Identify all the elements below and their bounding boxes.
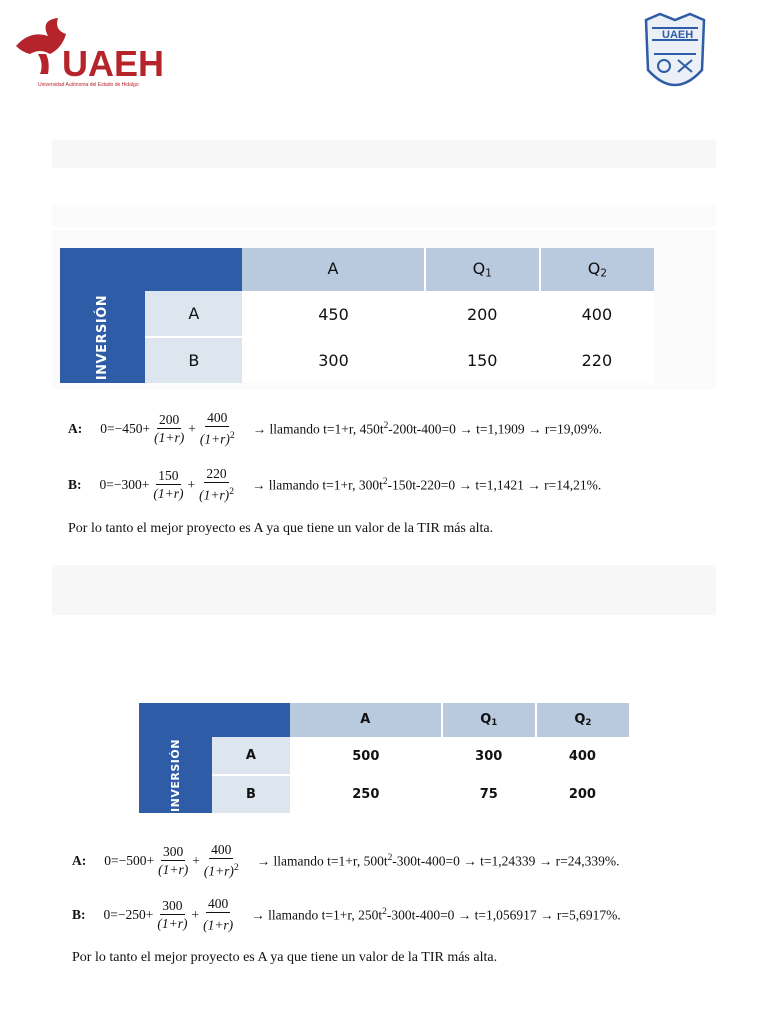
- equation-a-1: A: 0=−450+ $\frac{200}{(1+r)}$ + $\frac{400}{(1+r)^2}$ → llamando t=1+r, $450t^2-200t-400=0 \to t=1,1909 \to r=19,09\%$.: [68, 410, 602, 447]
- table-cell: 250: [290, 775, 442, 813]
- column-header: $Q_2$: [536, 703, 629, 737]
- faint-band: [52, 565, 716, 615]
- side-label: INVERSIÓN: [60, 291, 145, 383]
- row-label: B: [212, 775, 290, 813]
- table-header-blank: [139, 703, 290, 737]
- side-label: INVERSIÓN: [139, 737, 212, 813]
- logo-left-text: UAEH: [62, 43, 165, 84]
- investment-table-1: [60, 248, 654, 383]
- table-cell: 450: [242, 291, 424, 337]
- row-label: A: [212, 737, 290, 775]
- row-label: B: [145, 337, 242, 383]
- equation-b-2: B: 0=−250+ $\frac{300}{(1+r)}$ + $\frac{400}{(1+r)}$ → llamando t=1+r, $250t^2-300t-400=0 \to t=1,056917 \to r=5,6917\%$.: [72, 896, 621, 933]
- table-cell: 300: [442, 737, 536, 775]
- equation-b-1: B: 0=−300+ $\frac{150}{(1+r)}$ + $\frac{220}{(1+r)^2}$ → llamando t=1+r, $300t^2-150t-220=0 \to t=1,1421 \to r=14,21\%$.: [68, 466, 602, 503]
- table-cell: 400: [536, 737, 629, 775]
- column-header: $Q_2$: [540, 248, 654, 291]
- column-header: $Q_1$: [442, 703, 536, 737]
- uaeh-logo-left: [10, 8, 180, 88]
- table-cell: 75: [442, 775, 536, 813]
- column-header: A: [290, 703, 442, 737]
- conclusion-2: Por lo tanto el mejor proyecto es A ya que tiene un valor de la TIR más alta.: [72, 950, 498, 965]
- table-cell: 150: [425, 337, 540, 383]
- table-cell: 200: [425, 291, 540, 337]
- logo-right-text: UAEH: [662, 29, 694, 41]
- faint-band: [52, 205, 716, 227]
- column-header: $Q_1$: [425, 248, 540, 291]
- table-cell: 200: [536, 775, 629, 813]
- investment-table-2: [139, 703, 629, 813]
- uaeh-seal-right: [640, 10, 710, 102]
- faint-band: [52, 140, 716, 168]
- column-header: A: [242, 248, 424, 291]
- row-label: A: [145, 291, 242, 337]
- table-cell: 500: [290, 737, 442, 775]
- table-cell: 220: [540, 337, 654, 383]
- conclusion-1: Por lo tanto el mejor proyecto es A ya que tiene un valor de la TIR más alta.: [68, 521, 494, 536]
- table-cell: 300: [242, 337, 424, 383]
- table-cell: 400: [540, 291, 654, 337]
- table-header-blank: [60, 248, 242, 291]
- equation-a-2: A: 0=−500+ $\frac{300}{(1+r)}$ + $\frac{400}{(1+r)^2}$ → llamando t=1+r, $500t^2-300t-400=0 \to t=1,24339 \to r=24,339\%$.: [72, 842, 620, 879]
- logo-left-subtitle: Universidad Autónoma del Estado de Hidalgo: [38, 82, 139, 88]
